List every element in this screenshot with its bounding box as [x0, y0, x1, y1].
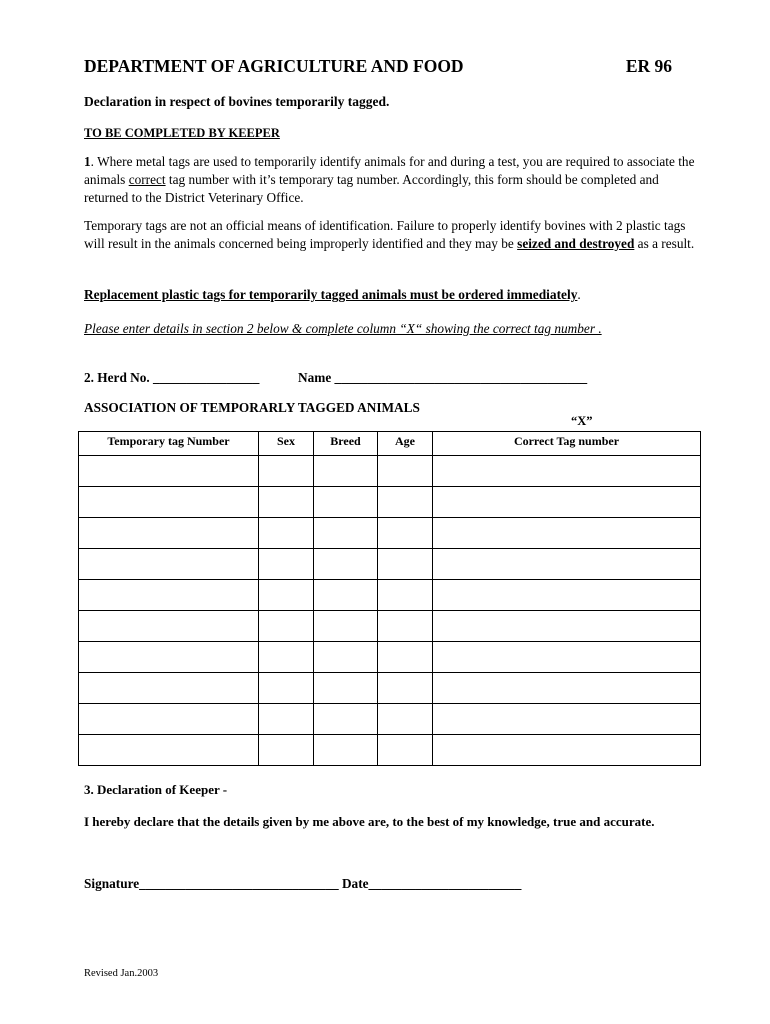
- temporary-tag-cell[interactable]: [79, 580, 259, 611]
- table-header-row: [79, 432, 701, 456]
- replacement-notice: [84, 287, 581, 303]
- name-field[interactable]: Name ______________________________________: [298, 370, 588, 385]
- age-cell[interactable]: [378, 735, 433, 766]
- correct-tag-cell[interactable]: [433, 735, 701, 766]
- table-row: [79, 580, 701, 611]
- sex-cell[interactable]: [259, 611, 314, 642]
- temporary-tag-cell[interactable]: [79, 518, 259, 549]
- sex-cell[interactable]: [259, 673, 314, 704]
- table-row: [79, 518, 701, 549]
- paragraph-1-text-b: tag number with it’s temporary tag number. Accordingly, this form should be completed and returned to the District Veterinary Office.: [84, 172, 659, 205]
- column-correct-tag-number: Correct Tag number: [433, 432, 701, 456]
- signature-date-line: [84, 876, 521, 892]
- sex-cell[interactable]: [259, 642, 314, 673]
- paragraph-2-text-a: Temporary tags are not an official means of identification. Failure to properly identify bovines with 2 plastic tags will result in the animals concerned being improperly identified and they may be: [84, 218, 686, 251]
- correct-tag-cell[interactable]: [433, 518, 701, 549]
- temporary-tag-cell[interactable]: [79, 487, 259, 518]
- table-row: [79, 549, 701, 580]
- temporary-tag-cell[interactable]: [79, 704, 259, 735]
- section-3-heading: 3. Declaration of Keeper -: [84, 782, 228, 797]
- sex-cell[interactable]: [259, 704, 314, 735]
- form-header: [84, 56, 674, 80]
- sex-cell[interactable]: [259, 735, 314, 766]
- paragraph-1-number: 1: [84, 154, 91, 169]
- column-breed: Breed: [314, 432, 378, 456]
- table-body: [79, 456, 701, 766]
- correct-tag-cell[interactable]: [433, 580, 701, 611]
- department-title: DEPARTMENT OF AGRICULTURE AND FOOD: [84, 56, 464, 76]
- form-code: ER 96: [625, 56, 672, 76]
- table-row: [79, 673, 701, 704]
- correct-tag-cell[interactable]: [433, 704, 701, 735]
- age-cell[interactable]: [378, 549, 433, 580]
- revision-note: Revised Jan.2003: [84, 968, 159, 979]
- sex-cell[interactable]: [259, 518, 314, 549]
- breed-cell[interactable]: [314, 549, 378, 580]
- age-cell[interactable]: [378, 580, 433, 611]
- column-sex: Sex: [259, 432, 314, 456]
- temporary-tag-cell[interactable]: [79, 611, 259, 642]
- declaration-title: Declaration in respect of bovines temporarily tagged.: [84, 94, 390, 109]
- paragraph-1-text-a: . Where metal tags are used to temporarily identify animals for and during a test, you are required to associate the animals: [84, 154, 695, 187]
- age-cell[interactable]: [378, 518, 433, 549]
- age-cell[interactable]: [378, 456, 433, 487]
- age-cell[interactable]: [378, 611, 433, 642]
- table-row: [79, 611, 701, 642]
- table-row: [79, 735, 701, 766]
- paragraph-1-underlined: correct: [128, 172, 166, 187]
- paragraph-2: [84, 217, 704, 253]
- correct-tag-cell[interactable]: [433, 456, 701, 487]
- breed-cell[interactable]: [314, 642, 378, 673]
- correct-tag-cell[interactable]: [433, 549, 701, 580]
- declaration-statement: I hereby declare that the details given by me above are, to the best of my knowledge, true and accurate.: [84, 814, 655, 829]
- breed-cell[interactable]: [314, 704, 378, 735]
- temporary-tag-cell[interactable]: [79, 456, 259, 487]
- paragraph-1: [84, 153, 704, 207]
- breed-cell[interactable]: [314, 518, 378, 549]
- temporary-tag-cell[interactable]: [79, 642, 259, 673]
- temporary-tag-cell[interactable]: [79, 673, 259, 704]
- correct-tag-cell[interactable]: [433, 487, 701, 518]
- paragraph-2-emphasis: seized and destroyed: [517, 236, 635, 251]
- sex-cell[interactable]: [259, 549, 314, 580]
- sex-cell[interactable]: [259, 580, 314, 611]
- sex-cell[interactable]: [259, 487, 314, 518]
- breed-cell[interactable]: [314, 673, 378, 704]
- instruction-text: Please enter details in section 2 below & complete column “X“ showing the correct tag number .: [84, 321, 602, 336]
- breed-cell[interactable]: [314, 735, 378, 766]
- temporary-tag-cell[interactable]: [79, 735, 259, 766]
- breed-cell[interactable]: [314, 456, 378, 487]
- column-temporary-tag-number: Temporary tag Number: [79, 432, 259, 456]
- keeper-heading: TO BE COMPLETED BY KEEPER: [84, 126, 280, 140]
- replacement-notice-text: Replacement plastic tags for temporarily tagged animals must be ordered immediately: [84, 287, 578, 302]
- age-cell[interactable]: [378, 673, 433, 704]
- breed-cell[interactable]: [314, 580, 378, 611]
- age-cell[interactable]: [378, 487, 433, 518]
- table-row: [79, 704, 701, 735]
- x-column-marker: “X”: [571, 414, 593, 428]
- age-cell[interactable]: [378, 704, 433, 735]
- sex-cell[interactable]: [259, 456, 314, 487]
- paragraph-2-text-b: as a result.: [634, 236, 695, 251]
- signature-field[interactable]: Signature______________________________: [84, 876, 339, 891]
- tag-association-table: [78, 431, 701, 766]
- breed-cell[interactable]: [314, 487, 378, 518]
- temporary-tag-cell[interactable]: [79, 549, 259, 580]
- table-row: [79, 642, 701, 673]
- age-cell[interactable]: [378, 642, 433, 673]
- replacement-notice-period: .: [577, 287, 581, 302]
- table-row: [79, 487, 701, 518]
- table-row: [79, 456, 701, 487]
- correct-tag-cell[interactable]: [433, 642, 701, 673]
- herd-number-field[interactable]: 2. Herd No. ________________: [84, 370, 260, 385]
- column-age: Age: [378, 432, 433, 456]
- correct-tag-cell[interactable]: [433, 611, 701, 642]
- breed-cell[interactable]: [314, 611, 378, 642]
- date-field[interactable]: Date_______________________: [341, 876, 522, 891]
- correct-tag-cell[interactable]: [433, 673, 701, 704]
- table-heading: ASSOCIATION OF TEMPORARLY TAGGED ANIMALS: [84, 400, 420, 415]
